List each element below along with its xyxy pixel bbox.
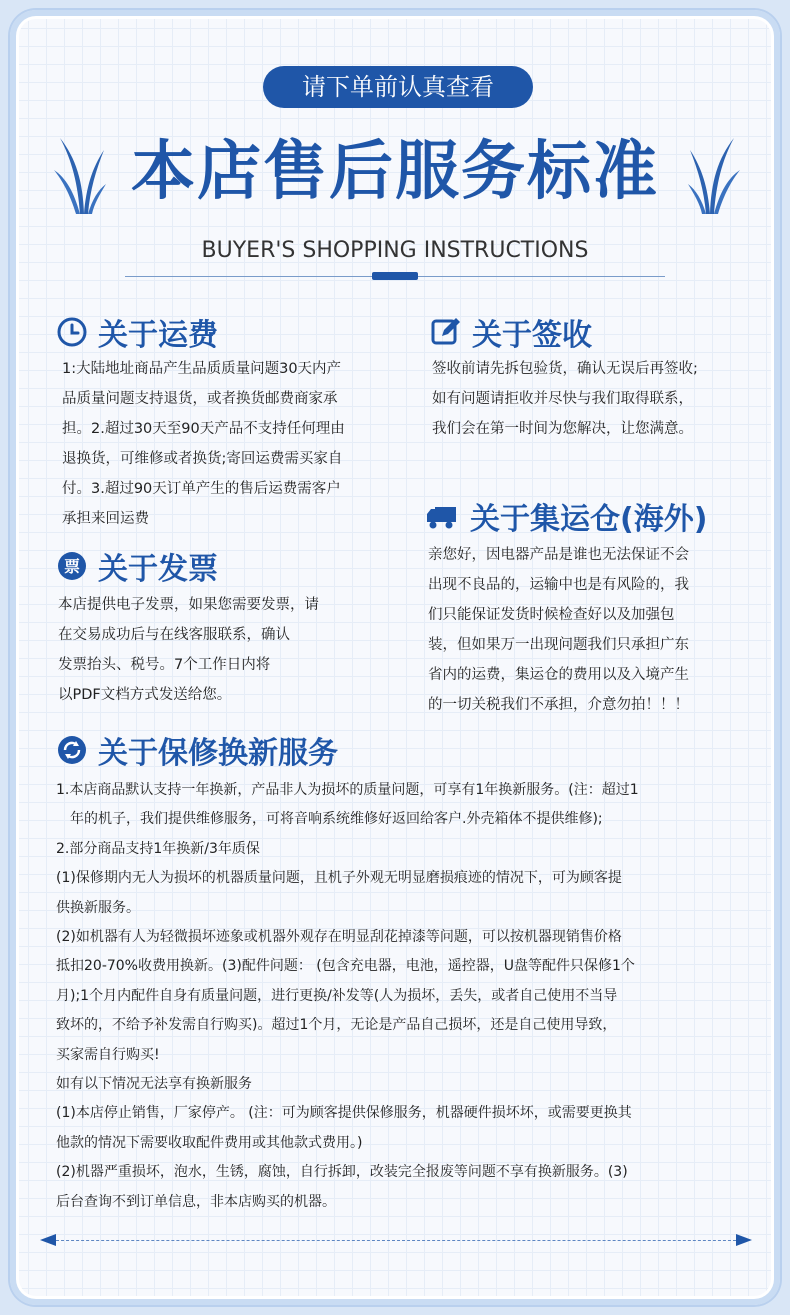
invoice-title: 关于发票 — [98, 552, 218, 587]
page-frame — [10, 10, 780, 1305]
text-line: (1)本店停止销售，厂家停产。 (注：可为顾客提供保修服务，机器硬件损坏坏，或需要更换其 — [56, 1105, 632, 1122]
text-line: 在交易成功后与在线客服联系，确认 — [58, 627, 290, 643]
edit-icon — [430, 316, 462, 348]
text-line: 后台查询不到订单信息，非本店购买的机器。 — [56, 1193, 336, 1210]
text-line: 月);1个月内配件自身有质量问题，进行更换/补发等(人为损坏，丢失，或者自己使用不当导 — [56, 987, 618, 1004]
text-line: 亲您好，因电器产品是谁也无法保证不会 — [428, 547, 689, 563]
text-line: 我们会在第一时间为您解决，让您满意。 — [432, 421, 693, 437]
text-line: (2)如机器有人为轻微损坏迹象或机器外观存在明显刮花掉漆等问题，可以按机器现销售价格 — [56, 929, 622, 946]
text-line: 担。2.超过30天至90天产品不支持任何理由 — [62, 421, 345, 437]
text-line: 以PDF文档方式发送给您。 — [58, 687, 232, 703]
text-line: 买家需自行购买! — [56, 1046, 160, 1063]
text-line: 他款的情况下需要收取配件费用或其他款式费用。) — [56, 1134, 363, 1151]
refresh-icon — [56, 734, 88, 766]
text-line: 致坏的，不给予补发需自行购买)。超过1个月，无论是产品自己损坏，还是自己使用导致， — [56, 1017, 617, 1034]
text-line: (2)机器严重损坏，泡水，生锈，腐蚀，自行拆卸，改装完全报废等问题不享有换新服务。(3) — [56, 1164, 628, 1181]
receipt-heading — [430, 310, 592, 354]
text-line: 出现不良品的，运输中也是有风险的，我 — [428, 577, 689, 593]
notice-pill: 请下单前认真查看 — [263, 66, 533, 108]
divider-accent — [372, 272, 418, 280]
text-line: 装，但如果万一出现问题我们只承担广东 — [428, 637, 689, 653]
text-line: 抵扣20-70%收费用换新。(3)配件问题： (包含充电器，电池，遥控器，U盘等配件只保修1个 — [56, 958, 635, 975]
text-line: 年的机子，我们提供维修服务，可将音响系统维修好返回给客户.外壳箱体不提供维修); — [70, 811, 603, 828]
text-line: 2.部分商品支持1年换新/3年质保 — [56, 840, 260, 857]
bottom-divider — [46, 1240, 746, 1241]
svg-text:票: 票 — [63, 557, 81, 576]
truck-icon — [424, 500, 460, 532]
arrow-left-icon — [40, 1234, 56, 1246]
shipping-title: 关于运费 — [98, 318, 218, 353]
text-line: 的一切关税我们不承担，介意勿拍！！！ — [428, 697, 689, 713]
text-line: 供换新服务。 — [56, 899, 140, 916]
text-line: 发票抬头、税号。7个工作日内将 — [58, 657, 271, 673]
invoice-text — [58, 590, 398, 710]
text-line: 品质量问题支持退货，或者换货邮费商家承 — [62, 391, 338, 407]
text-line: 承担来回运费 — [62, 511, 149, 527]
shipping-text — [62, 354, 412, 534]
page-title: 本店售后服务标准 — [131, 135, 659, 209]
text-line: 付。3.超过90天订单产生的售后运费需客户 — [62, 481, 341, 497]
text-line: (1)保修期内无人为损坏的机器质量问题，且机子外观无明显磨损痕迹的情况下，可为顾客提 — [56, 870, 622, 887]
receipt-text — [432, 354, 772, 444]
grass-right-icon — [686, 130, 742, 214]
text-line: 1.本店商品默认支持一年换新，产品非人为损坏的质量问题，可享有1年换新服务。(注：超过1 — [56, 782, 639, 798]
invoice-icon — [56, 550, 88, 582]
warranty-title: 关于保修换新服务 — [98, 736, 338, 771]
invoice-heading — [56, 544, 218, 588]
text-line: 们只能保证发货时候检查好以及加强包 — [428, 607, 675, 623]
shipping-heading — [56, 310, 218, 354]
text-line: 1:大陆地址商品产生品质质量问题30天内产 — [62, 361, 342, 377]
consolidation-title: 关于集运仓(海外) — [470, 502, 708, 537]
receipt-title: 关于签收 — [472, 318, 592, 353]
text-line: 省内的运费，集运仓的费用以及入境产生 — [428, 667, 689, 683]
text-line: 签收前请先拆包验货，确认无误后再签收; — [432, 361, 698, 377]
text-line: 本店提供电子发票，如果您需要发票，请 — [58, 597, 319, 613]
page-subtitle: BUYER'S SHOPPING INSTRUCTIONS — [201, 238, 589, 263]
text-line: 退换货，可维修或者换货;寄回运费需买家自 — [62, 451, 343, 467]
clock-icon — [56, 316, 88, 348]
warranty-text — [56, 776, 756, 1217]
consolidation-text — [428, 540, 768, 720]
consolidation-heading — [424, 494, 707, 538]
warranty-heading — [56, 728, 338, 772]
text-line: 如有问题请拒收并尽快与我们取得联系， — [432, 391, 693, 407]
arrow-right-icon — [736, 1234, 752, 1246]
text-line: 如有以下情况无法享有换新服务 — [56, 1076, 252, 1093]
